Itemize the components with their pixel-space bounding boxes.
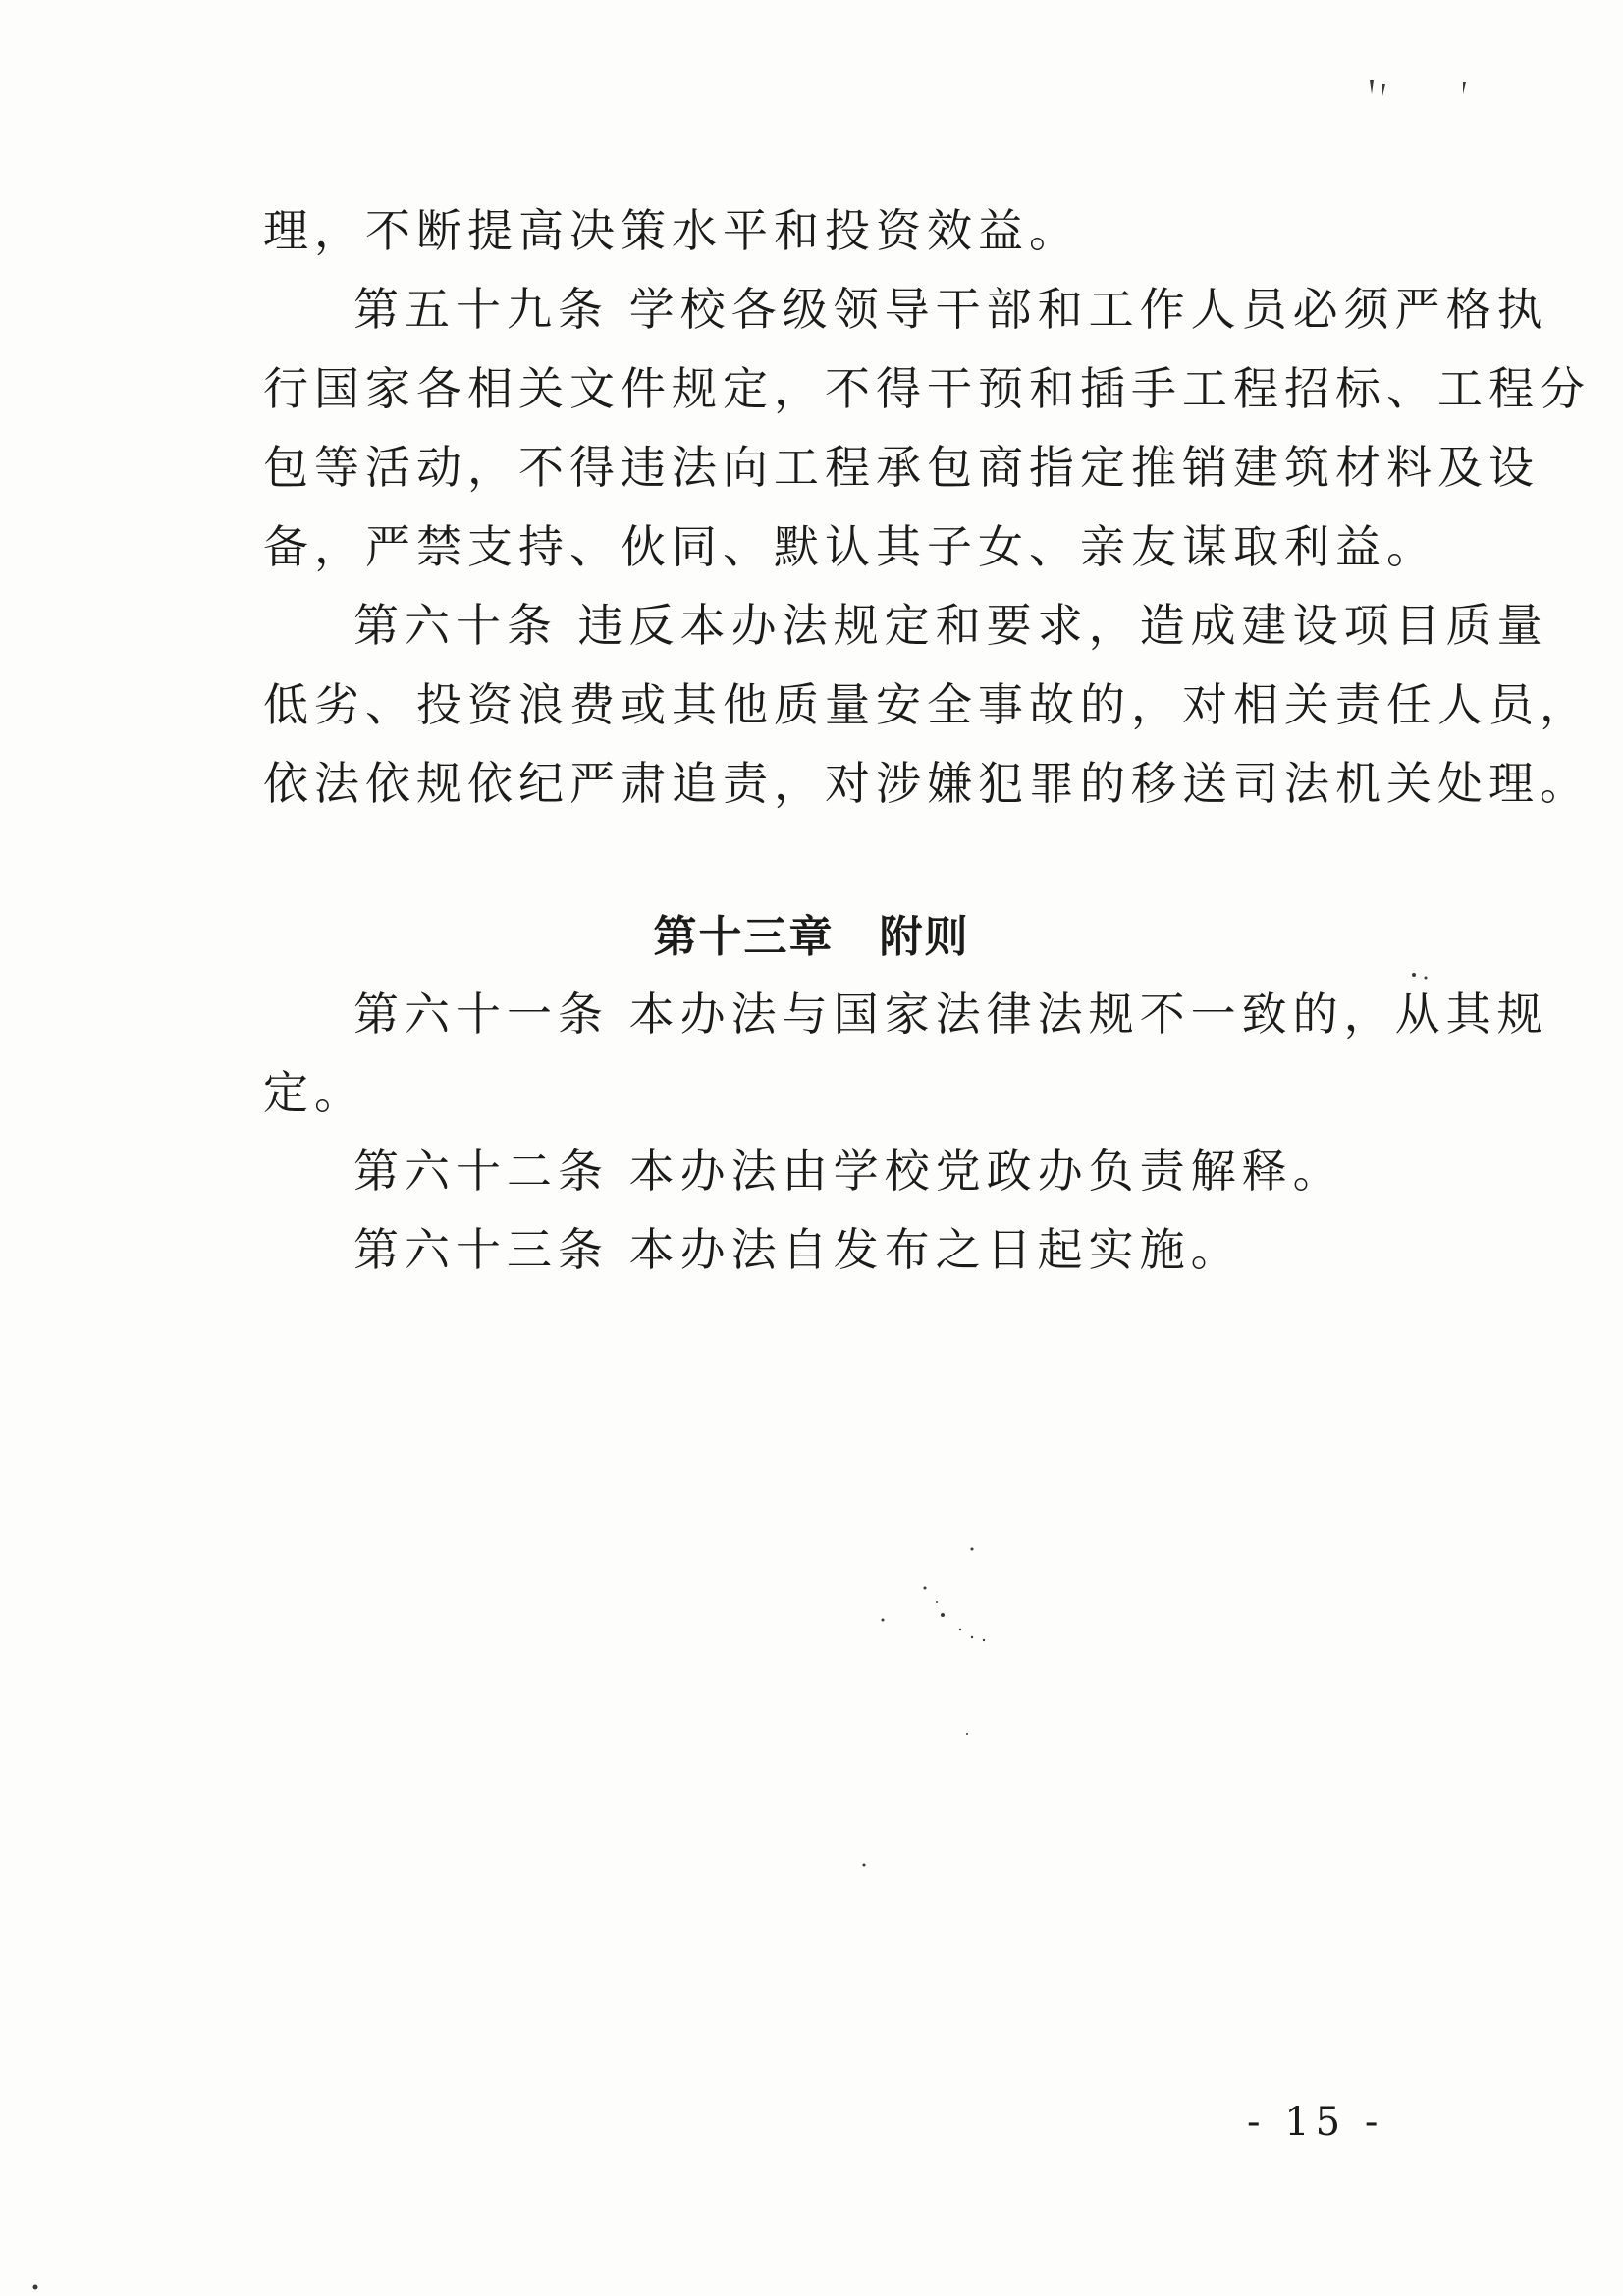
body-line: 备，严禁支持、伙同、默认其子女、亲友谋取利益。 bbox=[263, 520, 1437, 573]
body-line: 理，不断提高决策水平和投资效益。 bbox=[263, 204, 1080, 257]
article-61-line: 第六十一条 本办法与国家法律法规不一致的，从其规 bbox=[353, 988, 1548, 1041]
body-line: 依法依规依纪严肃追责，对涉嫌犯罪的移送司法机关处理。 bbox=[263, 757, 1591, 810]
page-number: - 15 - bbox=[1247, 2100, 1384, 2145]
article-60-line: 第六十条 违反本办法规定和要求，造成建设项目质量 bbox=[353, 599, 1548, 652]
body-line: 定。 bbox=[263, 1066, 365, 1119]
chapter-title: 附则 bbox=[879, 912, 970, 962]
body-line: 行国家各相关文件规定，不得干预和插手工程招标、工程分 bbox=[263, 362, 1591, 415]
article-59-line: 第五十九条 学校各级领导干部和工作人员必须严格执 bbox=[353, 283, 1548, 336]
chapter-number: 第十三章 bbox=[653, 912, 835, 962]
body-line: 包等活动，不得违法向工程承包商指定推销建筑材料及设 bbox=[263, 441, 1540, 494]
body-line: 低劣、投资浪费或其他质量安全事故的，对相关责任人员， bbox=[263, 678, 1591, 731]
article-63-line: 第六十三条 本办法自发布之日起实施。 bbox=[353, 1223, 1242, 1276]
article-62-line: 第六十二条 本办法由学校党政办负责解释。 bbox=[353, 1145, 1344, 1198]
